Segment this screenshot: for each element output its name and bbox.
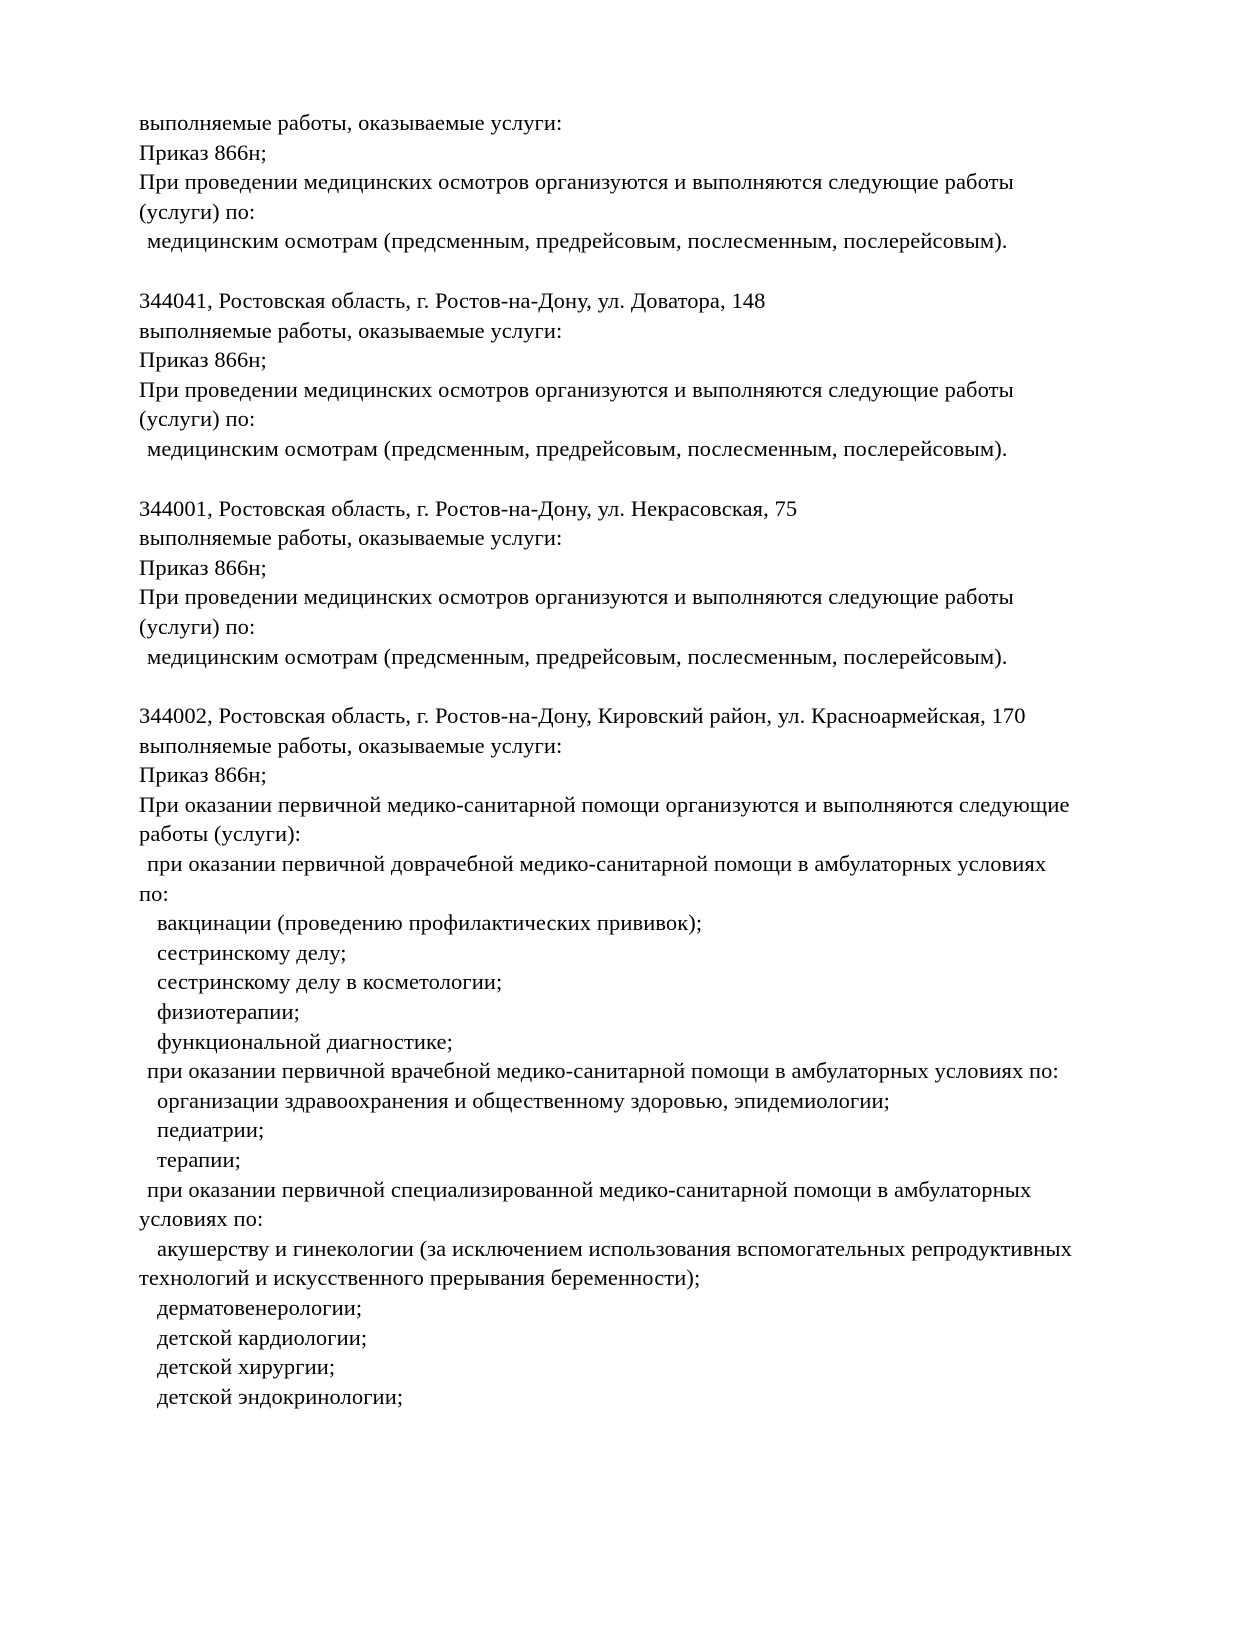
service-item: детской эндокринологии; — [157, 1383, 404, 1409]
address-line: 344041, Ростовская область, г. Ростов-на-Дону, ул. Доватора, 148 — [139, 287, 766, 313]
service-item: организации здравоохранения и общественному здоровью, эпидемиологии; — [157, 1087, 890, 1113]
order-reference: Приказ 866н; — [139, 347, 267, 373]
service-item: физиотерапии; — [157, 999, 300, 1025]
text-line: (услуги) по: — [139, 406, 256, 432]
order-reference: Приказ 866н; — [139, 554, 267, 580]
service-item: дерматовенерологии; — [157, 1294, 363, 1320]
text-line: При проведении медицинских осмотров организуются и выполняются следующие работы — [139, 376, 1014, 402]
license-section-344002 — [139, 701, 1200, 1411]
order-reference: Приказ 866н; — [139, 762, 267, 788]
service-item: сестринскому делу; — [157, 939, 347, 965]
works-services-heading: выполняемые работы, оказываемые услуги: — [139, 317, 563, 343]
text-line: При проведении медицинских осмотров организуются и выполняются следующие работы — [139, 584, 1014, 610]
care-category-line: при оказании первичной специализированной медико-санитарной помощи в амбулаторных — [147, 1176, 1032, 1202]
license-section-344041 — [139, 286, 1200, 464]
works-services-heading: выполняемые работы, оказываемые услуги: — [139, 525, 563, 551]
care-category-line: при оказании первичной врачебной медико-санитарной помощи в амбулаторных условиях по: — [147, 1058, 1059, 1084]
address-line: 344001, Ростовская область, г. Ростов-на-Дону, ул. Некрасовская, 75 — [139, 495, 798, 521]
text-line: При проведении медицинских осмотров организуются и выполняются следующие работы — [139, 169, 1014, 195]
service-item: сестринскому делу в косметологии; — [157, 969, 503, 995]
text-line: по: — [139, 880, 169, 906]
text-line: условиях по: — [139, 1206, 264, 1232]
service-item: акушерству и гинекологии (за исключением использования вспомогательных репродуктивных — [157, 1235, 1073, 1261]
service-item: детской кардиологии; — [157, 1324, 368, 1350]
service-item: терапии; — [157, 1147, 241, 1172]
works-services-heading: выполняемые работы, оказываемые услуги: — [139, 732, 563, 758]
works-services-heading: выполняемые работы, оказываемые услуги: — [139, 110, 563, 135]
text-line: При оказании первичной медико-санитарной помощи организуются и выполняются следующие — [139, 791, 1070, 817]
text-line: технологий и искусственного прерывания беременности); — [139, 1265, 701, 1291]
text-line: (услуги) по: — [139, 613, 256, 639]
address-line: 344002, Ростовская область, г. Ростов-на-Дону, Кировский район, ул. Красноармейская, 170 — [139, 703, 1026, 729]
service-item: педиатрии; — [157, 1117, 265, 1143]
license-section-344001 — [139, 494, 1200, 672]
service-item: детской хирургии; — [157, 1354, 336, 1380]
service-item: медицинским осмотрам (предсменным, предрейсовым, послесменным, послерейсовым). — [147, 228, 1008, 254]
text-line: работы (услуги): — [139, 821, 302, 847]
service-item: медицинским осмотрам (предсменным, предрейсовым, послесменным, послерейсовым). — [147, 643, 1008, 669]
text-line: (услуги) по: — [139, 198, 256, 224]
service-item: медицинским осмотрам (предсменным, предрейсовым, послесменным, послерейсовым). — [147, 435, 1008, 461]
care-category-line: при оказании первичной доврачебной медико-санитарной помощи в амбулаторных условиях — [147, 851, 1047, 877]
order-reference: Приказ 866н; — [139, 139, 267, 165]
service-item: функциональной диагностике; — [157, 1028, 453, 1054]
service-item: вакцинации (проведению профилактических прививок); — [157, 910, 703, 936]
license-section-continuation — [139, 108, 1200, 256]
